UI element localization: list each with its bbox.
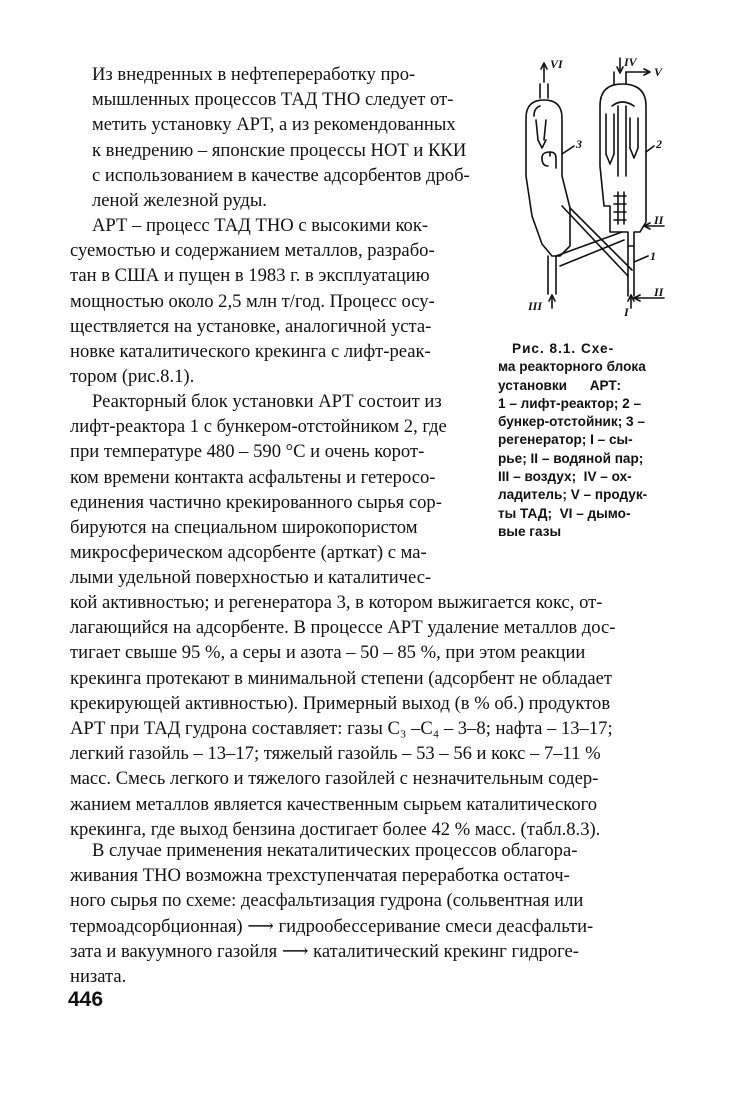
label-2: 2 (656, 137, 662, 151)
text-line: Реакторный блок установки АРТ состоит из (92, 391, 442, 412)
label-i: I (624, 305, 629, 319)
caption-line: ма реакторного блока (498, 359, 646, 375)
text-line: к внедрению – японские процессы НОТ и ККИ (92, 139, 467, 161)
text-line: крекинга протекают в минимальной степени (адсорбент не обладает (70, 667, 612, 689)
paragraph-3-full (70, 590, 666, 842)
caption-line: III – воздух; IV – ох- (498, 469, 632, 485)
text-line: мышленных процессов ТАД ТНО следует от- (92, 89, 454, 111)
text-line: легкий газойль – 13–17; тяжелый газойль – 53 – 56 и кокс – 7–11 % (70, 743, 601, 765)
text-line: лифт-реактора 1 с бункером-отстойником 2, где (70, 416, 447, 438)
text-line: тан в США и пущен в 1983 г. в эксплуатацию (70, 265, 430, 287)
caption-line: Рис. 8.1. Схе- (512, 341, 615, 356)
text-line: при температуре 480 – 590 °С и очень корот- (70, 441, 425, 463)
text-line: АРТ – процесс ТАД ТНО с высокими кок- (92, 215, 429, 236)
regenerator-vessel (526, 84, 570, 294)
text-line: с использованием в качестве адсорбентов дроб- (92, 164, 470, 186)
label-vi: VI (550, 57, 563, 71)
label-v: V (654, 65, 663, 79)
caption-line: рье; II – водяной пар; (498, 450, 644, 466)
text-line: крекинга, где выход бензина достигает более 42 % масс. (табл.8.3). (70, 818, 601, 840)
text-line: низата. (70, 966, 127, 988)
label-3: 3 (576, 137, 582, 151)
text-line: В случае применения некаталитических процессов облагора- (92, 840, 578, 861)
text-line: зата и вакуумного газойля ⟶ каталитический крекинг гидроге- (70, 940, 579, 962)
reactor-schematic-svg (514, 56, 674, 326)
text-line: бируются на специальном широкопористом (70, 517, 418, 539)
caption-line: бункер-отстойник; 3 – (498, 414, 645, 430)
text-line: жанием металлов является качественным сырьем каталитического (70, 793, 598, 815)
text-line: суемостью и содержанием металлов, разрабо- (70, 240, 435, 262)
text-line: мощностью около 2,5 млн т/год. Процесс осу- (70, 290, 435, 312)
text-line: Из внедренных в нефтепереработку про- (92, 64, 416, 85)
caption-line: ты ТАД; VI – дымо- (498, 505, 631, 521)
text-line: ком времени контакта асфальтены и гетеросо- (70, 466, 436, 488)
paragraph-1 (70, 62, 472, 213)
text-line: лагающийся на адсорбенте. В процессе АРТ удаление металлов дос- (70, 617, 616, 639)
label-ii-top: II (654, 213, 664, 227)
caption-line: установки АРТ: (498, 377, 622, 393)
text-line: новке каталитического крекинга с лифт-реак- (70, 341, 431, 363)
text-line: лыми удельной поверхностью и каталитичес- (70, 567, 432, 589)
text-line: ществляется на установке, аналогичной уста- (70, 315, 432, 337)
paragraph-2 (70, 213, 472, 389)
text-line: тигает свыше 95 %, а серы и азота – 50 – 85 %, при этом реакции (70, 642, 586, 664)
caption-line: регенератор; I – сы- (498, 432, 633, 448)
label-iii: III (528, 299, 543, 313)
text-line: масс. Смесь легкого и тяжелого газойлей с незначительным содер- (70, 768, 599, 790)
caption-line: 1 – лифт-реактор; 2 – (498, 395, 642, 411)
leader-lines (562, 146, 654, 262)
figure-caption (498, 340, 670, 541)
label-1: 1 (650, 249, 656, 263)
text-line: тором (рис.8.1). (70, 366, 195, 388)
bunker-settler-vessel (600, 72, 646, 246)
text-line: метить установку АРТ, а из рекомендованных (92, 114, 456, 136)
text-line: живания ТНО возможна трехступенчатая переработка остаточ- (70, 865, 570, 887)
text-line: крекирующей активностью). Примерный выход (в % об.) продуктов (70, 692, 611, 714)
text-line: микросферическом адсорбенте (арткат) с ма- (70, 542, 427, 564)
paragraph-3-narrow (70, 389, 472, 591)
text-line: ного сырья по схеме: деасфальтизация гудрона (сольвентная или (70, 890, 584, 912)
page-number: 446 (68, 988, 104, 1011)
label-iv: IV (624, 56, 637, 69)
text-line: термоадсорбционная) ⟶ гидрообессеривание смеси деасфальти- (70, 915, 594, 937)
caption-line: вые газы (498, 523, 562, 539)
paragraph-4 (70, 838, 666, 989)
text-line: единения частично крекированного сырья сор- (70, 491, 442, 513)
caption-line: ладитель; V – продук- (498, 487, 648, 503)
reactor-block-figure (514, 56, 674, 326)
label-ii-bottom: II (654, 285, 664, 299)
text-line: леной железной руды. (92, 190, 267, 212)
text-line: кой активностью; и регенератора 3, в котором выжигается кокс, от- (70, 592, 603, 613)
text-line: АРТ при ТАД гудрона составляет: газы С₃ –С₄ – 3–8; нафта – 13–17; (70, 718, 613, 740)
